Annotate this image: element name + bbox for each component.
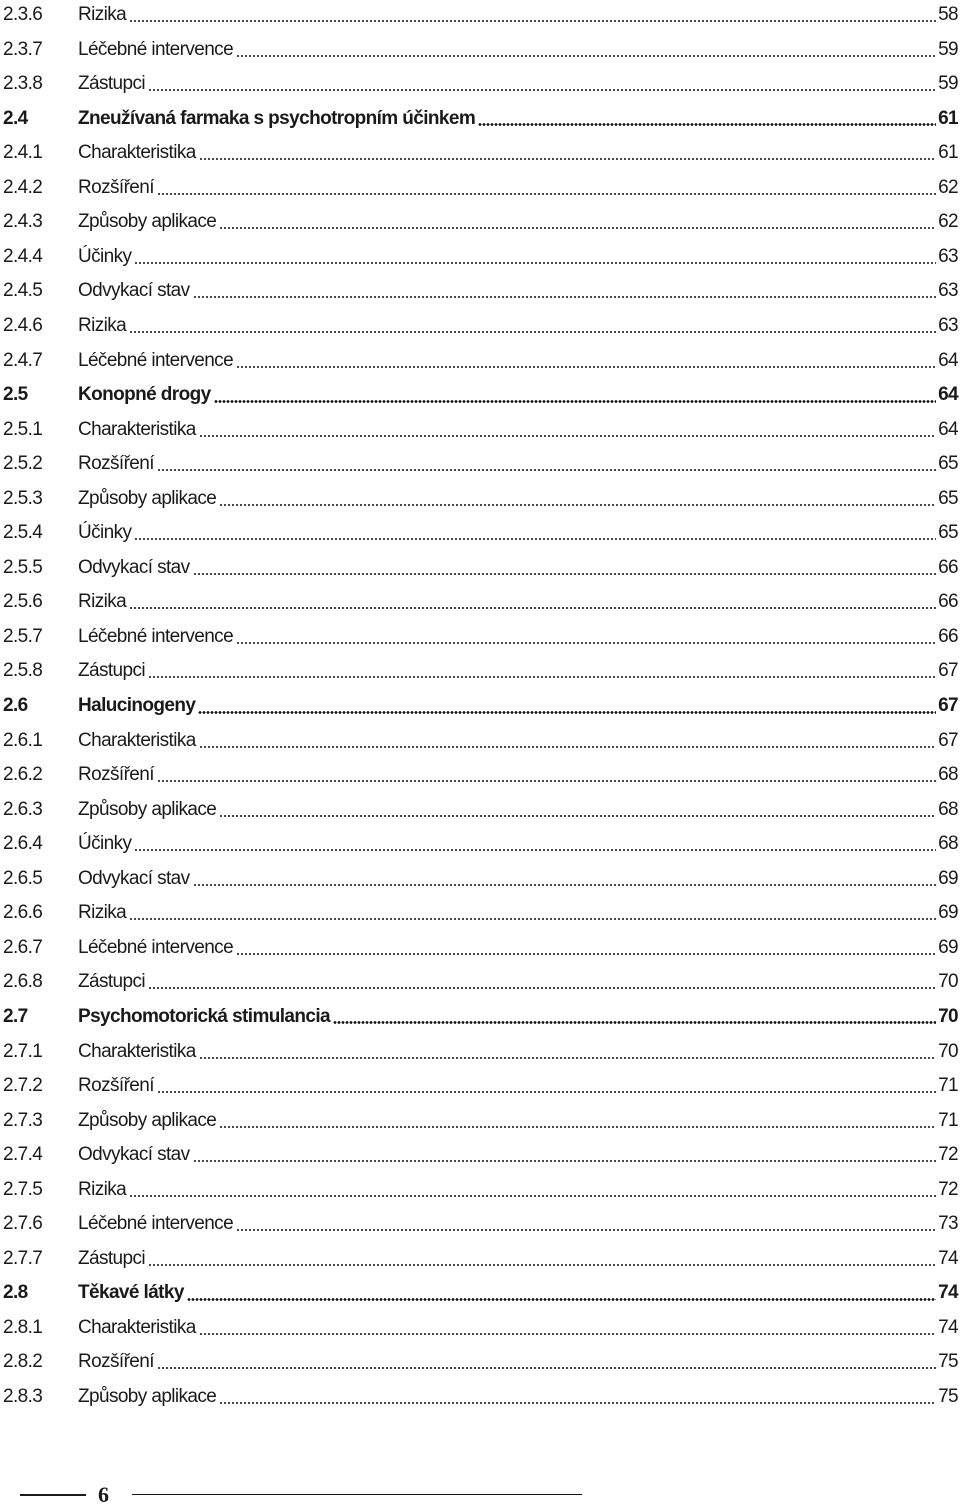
- toc-entry-row[interactable]: [0, 829, 960, 859]
- dot-leader: [219, 504, 936, 506]
- toc-entry-number: 2.7.7: [3, 1247, 43, 1269]
- dot-leader: [157, 193, 936, 195]
- toc-entry-page: 61: [938, 142, 958, 164]
- toc-entry-body: [78, 1002, 936, 1032]
- toc-entry-title: Léčebné intervence: [78, 936, 234, 958]
- toc-entry-row[interactable]: [0, 518, 960, 548]
- toc-entry-page: 61: [938, 107, 958, 129]
- toc-entry-title: Odvykací stav: [78, 556, 190, 578]
- toc-entry-page: 66: [938, 556, 958, 578]
- dot-leader: [236, 366, 936, 368]
- toc-entry-body: [78, 829, 936, 859]
- toc-entry-row[interactable]: [0, 242, 960, 272]
- toc-entry-body: [78, 1313, 936, 1343]
- toc-entry-number: 2.7.1: [3, 1040, 43, 1062]
- toc-entry-title: Léčebné intervence: [78, 349, 234, 371]
- toc-entry-number: 2.8: [3, 1282, 28, 1304]
- dot-leader: [236, 642, 936, 644]
- toc-entry-row[interactable]: [0, 0, 960, 30]
- toc-entry-title: Charakteristika: [78, 1040, 196, 1062]
- toc-entry-row[interactable]: [0, 484, 960, 514]
- toc-entry-number: 2.6.2: [3, 764, 43, 786]
- toc-entry-row[interactable]: [0, 622, 960, 652]
- toc-entry-number: 2.3.7: [3, 38, 43, 60]
- toc-entry-row[interactable]: [0, 35, 960, 65]
- toc-entry-page: 65: [938, 522, 958, 544]
- dot-leader: [219, 815, 936, 817]
- toc-entry-body: [78, 1209, 936, 1239]
- dot-leader: [148, 1264, 936, 1266]
- toc-entry-row[interactable]: [0, 1313, 960, 1343]
- toc-entry-title: Zástupci: [78, 1247, 146, 1269]
- dot-leader: [193, 573, 936, 575]
- toc-entry-page: 74: [938, 1247, 958, 1269]
- toc-entry-number: 2.5.3: [3, 487, 43, 509]
- toc-entry-row[interactable]: [0, 587, 960, 617]
- toc-entry-body: [78, 276, 936, 306]
- toc-entry-page: 67: [938, 660, 958, 682]
- dot-leader: [199, 435, 936, 437]
- toc-entry-number: 2.4.1: [3, 142, 43, 164]
- toc-entry-number: 2.4.4: [3, 245, 43, 267]
- toc-entry-body: [78, 691, 936, 721]
- dot-leader: [157, 1367, 936, 1369]
- dot-leader: [129, 331, 936, 333]
- dot-leader: [148, 987, 936, 989]
- toc-entry-row[interactable]: [0, 933, 960, 963]
- dot-leader: [148, 89, 936, 91]
- toc-entry-title: Charakteristika: [78, 418, 196, 440]
- toc-entry-number: 2.6.3: [3, 798, 43, 820]
- toc-entry-row[interactable]: [0, 726, 960, 756]
- toc-entry-number: 2.4.3: [3, 211, 43, 233]
- dot-leader: [199, 158, 936, 160]
- toc-entry-body: [78, 69, 936, 99]
- toc-entry-body: [78, 933, 936, 963]
- dot-leader: [236, 1229, 936, 1231]
- toc-entry-title: Rozšíření: [78, 453, 154, 475]
- dot-leader: [219, 1126, 936, 1128]
- dot-leader: [148, 676, 936, 678]
- toc-entry-row[interactable]: [0, 346, 960, 376]
- toc-entry-body: [78, 760, 936, 790]
- toc-entry-title: Léčebné intervence: [78, 1213, 234, 1235]
- toc-entry-page: 63: [938, 245, 958, 267]
- toc-entry-page: 69: [938, 902, 958, 924]
- toc-entry-page: 70: [938, 971, 958, 993]
- toc-entry-body: [78, 1278, 936, 1308]
- toc-entry-page: 59: [938, 38, 958, 60]
- toc-entry-page: 64: [938, 418, 958, 440]
- toc-entry-row[interactable]: [0, 967, 960, 997]
- toc-entry-number: 2.5: [3, 384, 28, 406]
- toc-entry-body: [78, 1175, 936, 1205]
- toc-entry-page: 59: [938, 73, 958, 95]
- toc-entry-body: [78, 587, 936, 617]
- dot-leader: [478, 123, 936, 126]
- toc-entry-number: 2.5.7: [3, 625, 43, 647]
- toc-entry-title: Charakteristika: [78, 729, 196, 751]
- toc-entry-number: 2.4.7: [3, 349, 43, 371]
- toc-entry-body: [78, 35, 936, 65]
- toc-entry-title: Způsoby aplikace: [78, 487, 217, 509]
- toc-entry-body: [78, 1037, 936, 1067]
- toc-entry-body: [78, 726, 936, 756]
- toc-entry-title: Účinky: [78, 833, 132, 855]
- toc-entry-number: 2.7.3: [3, 1109, 43, 1131]
- toc-entry-body: [78, 104, 936, 134]
- toc-entry-page: 62: [938, 176, 958, 198]
- toc-entry-title: Zástupci: [78, 73, 146, 95]
- dot-leader: [134, 849, 936, 851]
- toc-entry-page: 67: [938, 695, 958, 716]
- dot-leader: [193, 296, 936, 298]
- toc-entry-page: 68: [938, 833, 958, 855]
- toc-entry-body: [78, 0, 936, 30]
- toc-entry-page: 63: [938, 280, 958, 302]
- toc-entry-row[interactable]: [0, 276, 960, 306]
- toc-entry-body: [78, 1071, 936, 1101]
- dot-leader: [129, 20, 936, 22]
- toc-entry-title: Rizika: [78, 4, 127, 25]
- toc-entry-title: Charakteristika: [78, 1316, 196, 1338]
- toc-entry-title: Charakteristika: [78, 142, 196, 164]
- toc-entry-number: 2.6.7: [3, 936, 43, 958]
- dot-leader: [199, 1333, 936, 1335]
- toc-entry-body: [78, 1106, 936, 1136]
- toc-entry-number: 2.5.5: [3, 556, 43, 578]
- toc-entry-body: [78, 1382, 936, 1412]
- toc-entry-number: 2.7.4: [3, 1144, 43, 1166]
- dot-leader: [236, 953, 936, 955]
- toc-entry-row[interactable]: [0, 449, 960, 479]
- toc-entry-page: 66: [938, 625, 958, 647]
- toc-entry-body: [78, 967, 936, 997]
- toc-entry-page: 75: [938, 1386, 958, 1407]
- toc-section-row[interactable]: [0, 380, 960, 410]
- toc-entry-number: 2.4: [3, 107, 28, 129]
- toc-entry-body: [78, 898, 936, 928]
- toc-entry-row[interactable]: [0, 898, 960, 928]
- dot-leader: [333, 1021, 936, 1024]
- toc-entry-body: [78, 518, 936, 548]
- toc-entry-title: Zneužívaná farmaka s psychotropním účinkem: [78, 107, 476, 129]
- toc-entry-title: Účinky: [78, 245, 132, 267]
- dot-leader: [187, 1298, 936, 1301]
- toc-entry-title: Způsoby aplikace: [78, 1109, 217, 1131]
- toc-entry-number: 2.7: [3, 1005, 28, 1027]
- dot-leader: [219, 1402, 936, 1404]
- toc-entry-number: 2.4.5: [3, 280, 43, 302]
- toc-entry-page: 65: [938, 453, 958, 475]
- toc-entry-title: Zástupci: [78, 660, 146, 682]
- toc-entry-title: Rozšíření: [78, 1075, 154, 1097]
- toc-section-row[interactable]: [0, 1002, 960, 1032]
- toc-entry-number: 2.7.2: [3, 1075, 43, 1097]
- toc-entry-number: 2.5.2: [3, 453, 43, 475]
- toc-entry-page: 74: [938, 1316, 958, 1338]
- toc-entry-title: Způsoby aplikace: [78, 798, 217, 820]
- toc-entry-number: 2.6.8: [3, 971, 43, 993]
- toc-entry-row[interactable]: [0, 173, 960, 203]
- dot-leader: [199, 1057, 936, 1059]
- toc-entry-title: Rozšíření: [78, 176, 154, 198]
- toc-entry-title: Rozšíření: [78, 764, 154, 786]
- toc-entry-number: 2.4.2: [3, 176, 43, 198]
- toc-entry-title: Rizika: [78, 314, 127, 336]
- toc-entry-body: [78, 1140, 936, 1170]
- toc-entry-row[interactable]: [0, 69, 960, 99]
- toc-entry-page: 66: [938, 591, 958, 613]
- toc-entry-title: Odvykací stav: [78, 280, 190, 302]
- toc-entry-row[interactable]: [0, 1209, 960, 1239]
- page-footer: [0, 1480, 960, 1506]
- toc-entry-page: 64: [938, 349, 958, 371]
- toc-entry-body: [78, 622, 936, 652]
- toc-entry-title: Odvykací stav: [78, 867, 190, 889]
- toc-entry-row[interactable]: [0, 760, 960, 790]
- toc-entry-title: Odvykací stav: [78, 1144, 190, 1166]
- toc-entry-page: 73: [938, 1213, 958, 1235]
- toc-entry-number: 2.6.4: [3, 833, 43, 855]
- toc-entry-title: Způsoby aplikace: [78, 211, 217, 233]
- toc-entry-body: [78, 795, 936, 825]
- toc-entry-row[interactable]: [0, 138, 960, 168]
- toc-entry-number: 2.6.5: [3, 867, 43, 889]
- toc-entry-number: 2.3.8: [3, 73, 43, 95]
- toc-entry-title: Těkavé látky: [78, 1282, 184, 1304]
- toc-entry-page: 65: [938, 487, 958, 509]
- dot-leader: [134, 262, 936, 264]
- toc-entry-row[interactable]: [0, 1140, 960, 1170]
- toc-entry-row[interactable]: [0, 1244, 960, 1274]
- toc-entry-row[interactable]: [0, 795, 960, 825]
- toc-entry-number: 2.8.2: [3, 1351, 43, 1373]
- toc-entry-row[interactable]: [0, 1347, 960, 1377]
- toc-entry-page: 62: [938, 211, 958, 233]
- toc-entry-row[interactable]: [0, 1382, 960, 1412]
- toc-entry-row[interactable]: [0, 311, 960, 341]
- toc-section-row[interactable]: [0, 104, 960, 134]
- toc-entry-number: 2.6.6: [3, 902, 43, 924]
- toc-entry-number: 2.5.8: [3, 660, 43, 682]
- toc-entry-body: [78, 553, 936, 583]
- toc-entry-body: [78, 207, 936, 237]
- toc-entry-page: 74: [938, 1282, 958, 1304]
- toc-entry-body: [78, 1244, 936, 1274]
- toc-entry-body: [78, 1347, 936, 1377]
- toc-entry-number: 2.4.6: [3, 314, 43, 336]
- toc-entry-title: Rizika: [78, 591, 127, 613]
- toc-entry-page: 70: [938, 1040, 958, 1062]
- toc-entry-row[interactable]: [0, 1106, 960, 1136]
- toc-entry-page: 58: [938, 4, 958, 25]
- toc-entry-row[interactable]: [0, 553, 960, 583]
- toc-entry-page: 69: [938, 867, 958, 889]
- toc-entry-row[interactable]: [0, 1071, 960, 1101]
- toc-entry-title: Psychomotorická stimulancia: [78, 1005, 331, 1027]
- toc-entry-page: 63: [938, 314, 958, 336]
- toc-entry-page: 68: [938, 798, 958, 820]
- toc-entry-row[interactable]: [0, 415, 960, 445]
- toc-entry-title: Rizika: [78, 902, 127, 924]
- dot-leader: [157, 1091, 936, 1093]
- toc-entry-title: Halucinogeny: [78, 695, 196, 716]
- toc-section-row[interactable]: [0, 1278, 960, 1308]
- toc-entry-number: 2.5.6: [3, 591, 43, 613]
- toc-entry-number: 2.5.1: [3, 418, 43, 440]
- toc-entry-row[interactable]: [0, 864, 960, 894]
- dot-leader: [157, 780, 936, 782]
- toc-entry-title: Rizika: [78, 1178, 127, 1200]
- dot-leader: [219, 227, 936, 229]
- dot-leader: [129, 918, 936, 920]
- toc-entry-title: Léčebné intervence: [78, 625, 234, 647]
- toc-entry-body: [78, 173, 936, 203]
- toc-entry-body: [78, 346, 936, 376]
- page-number: 6: [98, 1482, 109, 1507]
- toc-entry-body: [78, 864, 936, 894]
- toc-entry-body: [78, 449, 936, 479]
- dot-leader: [199, 746, 936, 748]
- dot-leader: [129, 1195, 936, 1197]
- toc-entry-page: 69: [938, 936, 958, 958]
- toc-entry-row[interactable]: [0, 1037, 960, 1067]
- toc-entry-number: 2.5.4: [3, 522, 43, 544]
- toc-entry-page: 64: [938, 384, 958, 406]
- toc-entry-title: Rozšíření: [78, 1351, 154, 1373]
- toc-entry-page: 71: [938, 1075, 958, 1097]
- toc-entry-number: 2.8.1: [3, 1316, 43, 1338]
- toc-entry-body: [78, 242, 936, 272]
- toc-entry-row[interactable]: [0, 1175, 960, 1205]
- toc-entry-number: 2.6: [3, 695, 28, 716]
- dot-leader: [129, 607, 936, 609]
- dot-leader: [193, 884, 936, 886]
- toc-entry-title: Účinky: [78, 522, 132, 544]
- toc-entry-page: 75: [938, 1351, 958, 1373]
- toc-entry-title: Léčebné intervence: [78, 38, 234, 60]
- toc-entry-body: [78, 415, 936, 445]
- toc-entry-body: [78, 656, 936, 686]
- toc-entry-title: Zástupci: [78, 971, 146, 993]
- dot-leader: [157, 469, 936, 471]
- footer-rule-right: [132, 1494, 582, 1495]
- toc-entry-page: 72: [938, 1178, 958, 1200]
- toc-entry-body: [78, 138, 936, 168]
- toc-entry-body: [78, 311, 936, 341]
- toc-entry-title: Konopné drogy: [78, 384, 211, 406]
- toc-entry-page: 71: [938, 1109, 958, 1131]
- toc-entry-body: [78, 484, 936, 514]
- toc-entry-page: 67: [938, 729, 958, 751]
- toc-section-row[interactable]: [0, 691, 960, 721]
- dot-leader: [134, 538, 936, 540]
- toc-entry-row[interactable]: [0, 207, 960, 237]
- dot-leader: [236, 55, 936, 57]
- dot-leader: [198, 711, 936, 714]
- toc-entry-number: 2.7.6: [3, 1213, 43, 1235]
- toc-entry-number: 2.8.3: [3, 1386, 43, 1407]
- dot-leader: [214, 400, 936, 403]
- toc-entry-body: [78, 380, 936, 410]
- toc-entry-page: 68: [938, 764, 958, 786]
- footer-rule-left: [20, 1494, 86, 1496]
- toc-entry-number: 2.3.6: [3, 4, 43, 25]
- toc-entry-row[interactable]: [0, 656, 960, 686]
- toc-entry-title: Způsoby aplikace: [78, 1386, 217, 1407]
- dot-leader: [193, 1160, 936, 1162]
- toc-entry-number: 2.7.5: [3, 1178, 43, 1200]
- toc-entry-number: 2.6.1: [3, 729, 43, 751]
- toc-entry-page: 70: [938, 1005, 958, 1027]
- toc-entry-page: 72: [938, 1144, 958, 1166]
